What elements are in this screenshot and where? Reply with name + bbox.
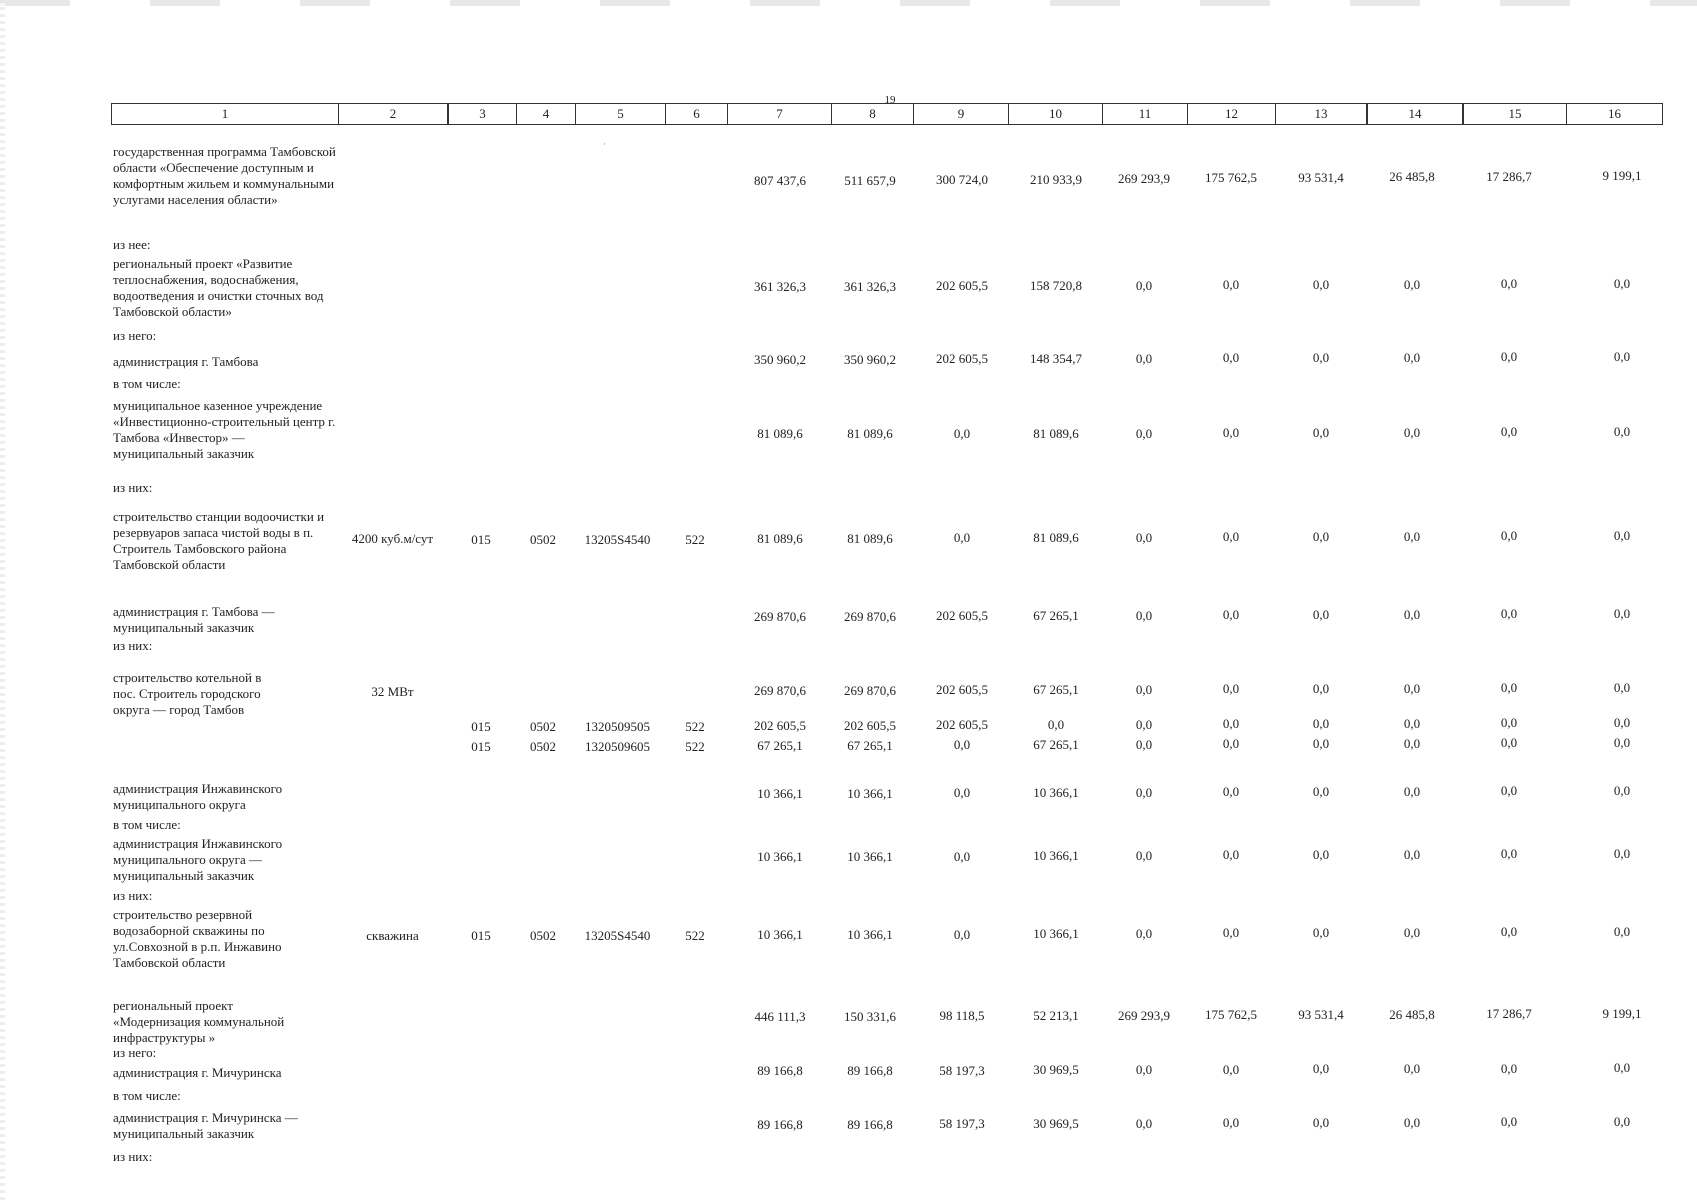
cell-col-11: 0,0 <box>1135 717 1153 732</box>
cell-col-12: 0,0 <box>1222 681 1240 696</box>
cell-col-8: 81 089,6 <box>847 531 893 546</box>
cell-col-14: 0,0 <box>1403 607 1421 622</box>
cell-col-9: 202 605,5 <box>936 717 988 732</box>
row-label: из них: <box>113 480 153 495</box>
cell-col-8: 67 265,1 <box>847 738 893 753</box>
cell-col-8: 269 870,6 <box>844 683 896 698</box>
cell-col-9: 0,0 <box>953 849 971 864</box>
cell-col-13: 0,0 <box>1312 350 1330 365</box>
cell-col-11: 0,0 <box>1135 1062 1153 1077</box>
cell-col-5: 1320509605 <box>585 739 650 754</box>
cell-col-10: 30 969,5 <box>1033 1062 1079 1077</box>
cell-col-13: 0,0 <box>1312 736 1330 751</box>
cell-col-3: 015 <box>471 739 491 754</box>
row-label: государственная программа Тамбовской области «Обеспечение доступным и комфортным жильем и коммунальными услугами населения области» <box>113 144 336 207</box>
cell-col-7: 361 326,3 <box>754 279 806 294</box>
cell-col-15: 0,0 <box>1500 1114 1518 1129</box>
cell-col-8: 10 366,1 <box>847 849 893 864</box>
cell-col-9: 202 605,5 <box>936 608 988 623</box>
cell-col-9: 0,0 <box>953 530 971 545</box>
cell-col-5: 13205S4540 <box>584 532 651 547</box>
cell-col-16: 0,0 <box>1613 1060 1631 1075</box>
cell-col-14: 26 485,8 <box>1389 169 1435 184</box>
cell-col-12: 175 762,5 <box>1205 170 1257 185</box>
cell-col-15: 0,0 <box>1500 783 1518 798</box>
cell-col-10: 30 969,5 <box>1033 1116 1079 1131</box>
cell-col-14: 0,0 <box>1403 681 1421 696</box>
cell-col-7: 81 089,6 <box>757 426 803 441</box>
cell-col-13: 0,0 <box>1312 681 1330 696</box>
row-label: администрация г. Мичуринска — муниципальный заказчик <box>113 1110 298 1141</box>
header-col-11: 11 <box>1103 104 1188 124</box>
cell-col-14: 0,0 <box>1403 425 1421 440</box>
cell-col-14: 0,0 <box>1403 716 1421 731</box>
cell-col-6: 522 <box>685 928 705 943</box>
cell-capacity: скважина <box>366 928 419 943</box>
cell-col-3: 015 <box>471 719 491 734</box>
cell-col-10: 10 366,1 <box>1033 848 1079 863</box>
cell-col-13: 0,0 <box>1312 925 1330 940</box>
cell-col-8: 81 089,6 <box>847 426 893 441</box>
row-label: в том числе: <box>113 1088 181 1103</box>
header-col-7: 7 <box>728 104 832 124</box>
row-label: строительство резервной водозаборной скважины по ул.Совхозной в р.п. Инжавино Тамбовской области <box>113 907 282 970</box>
cell-col-12: 0,0 <box>1222 350 1240 365</box>
cell-col-9: 0,0 <box>953 426 971 441</box>
cell-col-11: 0,0 <box>1135 1116 1153 1131</box>
cell-col-13: 0,0 <box>1312 1115 1330 1130</box>
cell-col-15: 0,0 <box>1500 1061 1518 1076</box>
row-label: строительство станции водоочистки и резервуаров запаса чистой воды в п. Строитель Тамбовского района Тамбовской области <box>113 509 325 572</box>
cell-col-15: 17 286,7 <box>1486 1006 1532 1021</box>
cell-col-14: 0,0 <box>1403 736 1421 751</box>
cell-col-15: 0,0 <box>1500 276 1518 291</box>
cell-col-12: 0,0 <box>1222 736 1240 751</box>
cell-col-15: 0,0 <box>1500 846 1518 861</box>
cell-col-9: 98 118,5 <box>939 1008 985 1023</box>
cell-col-11: 269 293,9 <box>1118 1008 1170 1023</box>
header-col-12: 12 <box>1188 104 1276 124</box>
cell-col-13: 93 531,4 <box>1298 170 1344 185</box>
cell-col-11: 0,0 <box>1135 682 1153 697</box>
cell-col-16: 0,0 <box>1613 783 1631 798</box>
cell-col-13: 0,0 <box>1312 277 1330 292</box>
cell-col-9: 202 605,5 <box>936 351 988 366</box>
cell-col-15: 17 286,7 <box>1486 169 1532 184</box>
header-col-9: 9 <box>914 104 1009 124</box>
cell-col-16: 0,0 <box>1613 1114 1631 1129</box>
cell-col-16: 0,0 <box>1613 606 1631 621</box>
cell-col-16: 0,0 <box>1613 735 1631 750</box>
cell-col-16: 0,0 <box>1613 680 1631 695</box>
cell-col-9: 0,0 <box>953 927 971 942</box>
cell-col-14: 0,0 <box>1403 784 1421 799</box>
header-col-4: 4 <box>517 104 576 124</box>
cell-col-13: 0,0 <box>1312 607 1330 622</box>
cell-col-7: 269 870,6 <box>754 683 806 698</box>
row-label: администрация г. Мичуринска <box>113 1065 282 1080</box>
row-label: из них: <box>113 1149 153 1164</box>
cell-col-9: 300 724,0 <box>936 172 988 187</box>
cell-col-16: 0,0 <box>1613 349 1631 364</box>
cell-col-10: 67 265,1 <box>1033 737 1079 752</box>
scan-left-edge <box>0 0 5 1200</box>
row-label: из него: <box>113 1045 157 1060</box>
page-number: 19 <box>884 94 896 106</box>
scan-top-edge <box>0 0 1697 6</box>
cell-col-14: 0,0 <box>1403 847 1421 862</box>
cell-col-8: 511 657,9 <box>844 173 896 188</box>
cell-col-16: 9 199,1 <box>1602 168 1642 183</box>
cell-col-7: 10 366,1 <box>757 786 803 801</box>
cell-col-11: 0,0 <box>1135 737 1153 752</box>
cell-col-6: 522 <box>685 739 705 754</box>
row-label: из нее: <box>113 237 151 252</box>
cell-col-10: 158 720,8 <box>1030 278 1082 293</box>
cell-col-8: 89 166,8 <box>847 1117 893 1132</box>
cell-col-10: 148 354,7 <box>1030 351 1082 366</box>
header-col-14: 14 <box>1368 104 1464 124</box>
cell-col-13: 0,0 <box>1312 784 1330 799</box>
cell-col-10: 67 265,1 <box>1033 682 1079 697</box>
row-label: из них: <box>113 638 153 653</box>
cell-col-12: 0,0 <box>1222 784 1240 799</box>
cell-col-12: 0,0 <box>1222 925 1240 940</box>
cell-col-14: 0,0 <box>1403 1061 1421 1076</box>
cell-col-3: 015 <box>471 532 491 547</box>
cell-col-16: 0,0 <box>1613 424 1631 439</box>
cell-col-14: 0,0 <box>1403 277 1421 292</box>
row-label: муниципальное казенное учреждение «Инвестиционно-строительный центр г. Тамбова «Инвестор» — муниципальный заказчик <box>113 398 336 461</box>
cell-col-11: 0,0 <box>1135 785 1153 800</box>
cell-col-4: 0502 <box>530 719 556 734</box>
cell-col-12: 0,0 <box>1222 425 1240 440</box>
cell-col-7: 10 366,1 <box>757 927 803 942</box>
cell-col-11: 0,0 <box>1135 530 1153 545</box>
cell-col-12: 0,0 <box>1222 716 1240 731</box>
cell-col-16: 0,0 <box>1613 276 1631 291</box>
cell-col-16: 0,0 <box>1613 846 1631 861</box>
cell-col-12: 175 762,5 <box>1205 1007 1257 1022</box>
cell-col-8: 202 605,5 <box>844 718 896 733</box>
cell-col-5: 13205S4540 <box>584 928 651 943</box>
cell-col-15: 0,0 <box>1500 715 1518 730</box>
cell-col-9: 202 605,5 <box>936 682 988 697</box>
cell-col-6: 522 <box>685 719 705 734</box>
cell-col-15: 0,0 <box>1500 528 1518 543</box>
row-label: администрация Инжавинского муниципального округа — муниципальный заказчик <box>113 836 283 883</box>
header-col-13: 13 <box>1276 104 1368 124</box>
cell-col-4: 0502 <box>530 532 556 547</box>
row-label: в том числе: <box>113 817 181 832</box>
header-col-5: 5 <box>576 104 666 124</box>
cell-col-13: 93 531,4 <box>1298 1007 1344 1022</box>
scan-speck: · <box>603 139 606 149</box>
row-label: администрация Инжавинского муниципального округа <box>113 781 283 812</box>
cell-col-13: 0,0 <box>1312 716 1330 731</box>
table-header <box>111 103 1663 125</box>
cell-col-7: 807 437,6 <box>754 173 806 188</box>
cell-col-7: 446 111,3 <box>754 1009 806 1024</box>
cell-col-7: 10 366,1 <box>757 849 803 864</box>
cell-col-13: 0,0 <box>1312 1061 1330 1076</box>
cell-col-7: 89 166,8 <box>757 1117 803 1132</box>
cell-col-14: 0,0 <box>1403 350 1421 365</box>
cell-col-4: 0502 <box>530 928 556 943</box>
row-label: из него: <box>113 328 157 343</box>
cell-col-13: 0,0 <box>1312 425 1330 440</box>
row-label: в том числе: <box>113 376 181 391</box>
cell-col-15: 0,0 <box>1500 735 1518 750</box>
cell-col-8: 361 326,3 <box>844 279 896 294</box>
cell-col-16: 9 199,1 <box>1602 1006 1642 1021</box>
cell-col-13: 0,0 <box>1312 529 1330 544</box>
cell-col-10: 0,0 <box>1047 717 1065 732</box>
cell-col-12: 0,0 <box>1222 1062 1240 1077</box>
cell-col-14: 0,0 <box>1403 925 1421 940</box>
header-col-15: 15 <box>1464 104 1567 124</box>
cell-col-7: 81 089,6 <box>757 531 803 546</box>
cell-col-8: 89 166,8 <box>847 1063 893 1078</box>
cell-col-11: 0,0 <box>1135 608 1153 623</box>
cell-col-8: 10 366,1 <box>847 927 893 942</box>
cell-col-10: 81 089,6 <box>1033 426 1079 441</box>
cell-col-12: 0,0 <box>1222 529 1240 544</box>
cell-col-14: 26 485,8 <box>1389 1007 1435 1022</box>
cell-col-16: 0,0 <box>1613 924 1631 939</box>
cell-col-7: 202 605,5 <box>754 718 806 733</box>
header-col-1: 1 <box>112 104 339 124</box>
cell-col-8: 269 870,6 <box>844 609 896 624</box>
cell-col-16: 0,0 <box>1613 715 1631 730</box>
cell-col-15: 0,0 <box>1500 349 1518 364</box>
cell-col-9: 0,0 <box>953 737 971 752</box>
cell-col-15: 0,0 <box>1500 680 1518 695</box>
cell-col-11: 0,0 <box>1135 926 1153 941</box>
cell-capacity: 4200 куб.м/сут <box>351 531 434 546</box>
cell-col-10: 210 933,9 <box>1030 172 1082 187</box>
cell-col-11: 0,0 <box>1135 278 1153 293</box>
cell-col-7: 350 960,2 <box>754 352 806 367</box>
header-col-16: 16 <box>1608 106 1621 121</box>
cell-col-4: 0502 <box>530 739 556 754</box>
cell-col-10: 81 089,6 <box>1033 530 1079 545</box>
cell-col-8: 10 366,1 <box>847 786 893 801</box>
cell-col-7: 269 870,6 <box>754 609 806 624</box>
header-col-6: 6 <box>666 104 728 124</box>
cell-col-15: 0,0 <box>1500 924 1518 939</box>
cell-col-7: 89 166,8 <box>757 1063 803 1078</box>
cell-col-12: 0,0 <box>1222 607 1240 622</box>
row-label: администрация г. Тамбова <box>113 354 259 369</box>
row-label: из них: <box>113 888 153 903</box>
header-col-10: 10 <box>1009 104 1103 124</box>
cell-col-9: 58 197,3 <box>939 1063 985 1078</box>
cell-col-5: 1320509505 <box>585 719 650 734</box>
cell-col-11: 0,0 <box>1135 351 1153 366</box>
header-col-8: 8 <box>832 104 914 124</box>
cell-col-15: 0,0 <box>1500 606 1518 621</box>
header-col-3: 3 <box>449 104 517 124</box>
cell-col-10: 52 213,1 <box>1033 1008 1079 1023</box>
cell-col-11: 0,0 <box>1135 848 1153 863</box>
cell-col-8: 350 960,2 <box>844 352 896 367</box>
cell-capacity: 32 МВт <box>371 684 414 699</box>
cell-col-3: 015 <box>471 928 491 943</box>
header-col-2: 2 <box>339 104 449 124</box>
cell-col-9: 58 197,3 <box>939 1116 985 1131</box>
cell-col-7: 67 265,1 <box>757 738 803 753</box>
row-label: администрация г. Тамбова — муниципальный заказчик <box>113 604 275 635</box>
cell-col-10: 10 366,1 <box>1033 926 1079 941</box>
cell-col-8: 150 331,6 <box>844 1009 896 1024</box>
row-label: региональный проект «Развитие теплоснабжения, водоснабжения, водоотведения и очистки сточных вод Тамбовской области» <box>113 256 324 319</box>
cell-col-11: 0,0 <box>1135 426 1153 441</box>
cell-col-12: 0,0 <box>1222 277 1240 292</box>
cell-col-14: 0,0 <box>1403 1115 1421 1130</box>
cell-col-15: 0,0 <box>1500 424 1518 439</box>
cell-col-14: 0,0 <box>1403 529 1421 544</box>
cell-col-10: 67 265,1 <box>1033 608 1079 623</box>
cell-col-16: 0,0 <box>1613 528 1631 543</box>
cell-col-6: 522 <box>685 532 705 547</box>
row-label: региональный проект «Модернизация коммунальной инфраструктуры » <box>113 998 285 1045</box>
cell-col-12: 0,0 <box>1222 847 1240 862</box>
cell-col-10: 10 366,1 <box>1033 785 1079 800</box>
cell-col-9: 0,0 <box>953 785 971 800</box>
cell-col-13: 0,0 <box>1312 847 1330 862</box>
row-label: строительство котельной в пос. Строитель городского округа — город Тамбов <box>113 670 262 717</box>
cell-col-9: 202 605,5 <box>936 278 988 293</box>
cell-col-11: 269 293,9 <box>1118 171 1170 186</box>
cell-col-12: 0,0 <box>1222 1115 1240 1130</box>
